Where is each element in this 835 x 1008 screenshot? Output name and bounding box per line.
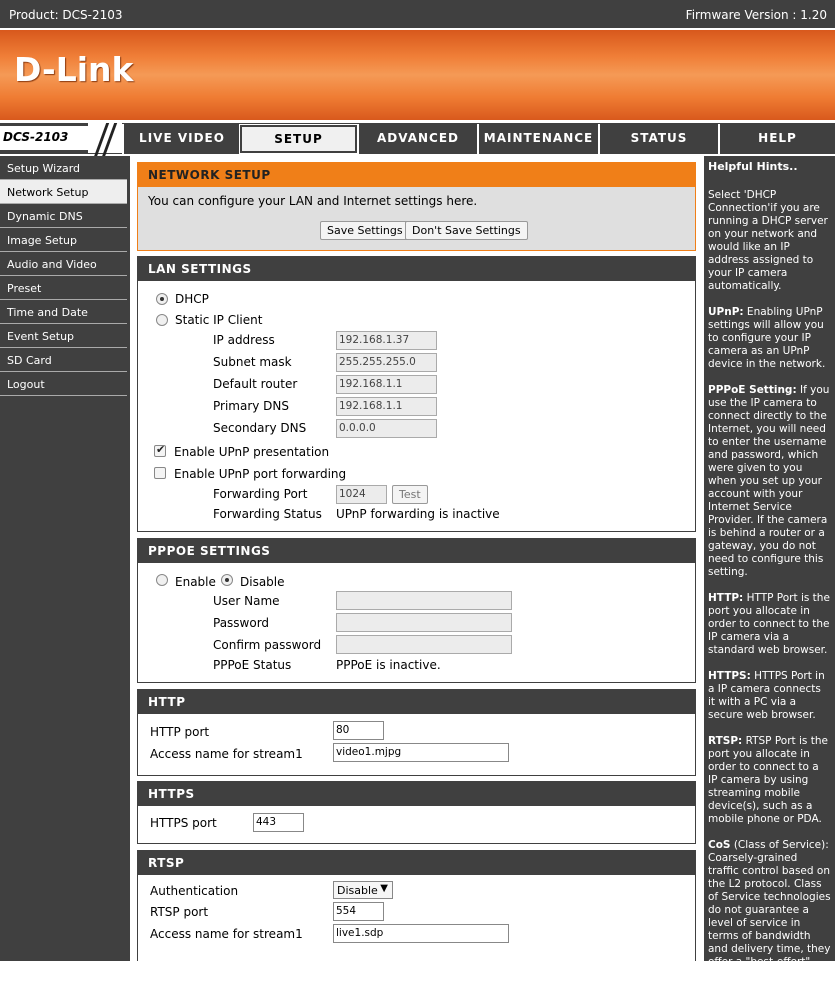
- hint-qos: QoS (Quality of Service):: [708, 982, 791, 1007]
- helpful-hints-panel: [704, 156, 835, 1007]
- model-label: DCS-2103: [0, 126, 90, 150]
- tab-status[interactable]: STATUS: [598, 124, 718, 154]
- pppoe-enable-radio[interactable]: [156, 574, 168, 586]
- sidebar-item-sd-card[interactable]: SD Card: [0, 348, 127, 372]
- rtsp-auth-value: Disable: [337, 884, 378, 897]
- pppoe-status-label: PPPoE Status: [213, 658, 292, 672]
- subnet-mask-label: Subnet mask: [213, 355, 292, 369]
- pppoe-status-value: PPPoE is inactive.: [336, 658, 441, 672]
- rtsp-access-name-label: Access name for stream1: [150, 927, 303, 941]
- http-port-label: HTTP port: [150, 725, 210, 739]
- sidebar-item-setup-wizard[interactable]: Setup Wizard: [0, 156, 127, 180]
- tab-advanced[interactable]: ADVANCED: [357, 124, 477, 154]
- pppoe-settings-title: PPPOE SETTINGS: [138, 539, 695, 563]
- password-label: Password: [213, 616, 270, 630]
- sidebar-item-image-setup[interactable]: Image Setup: [0, 228, 127, 252]
- http-port-field[interactable]: 80: [333, 721, 384, 740]
- hint-upnp: UPnP: Enabling UPnP settings will allow you to configure your IP camera as an UPnP device in the network.: [708, 306, 826, 370]
- sidebar: [0, 156, 130, 961]
- dhcp-radio[interactable]: [156, 293, 168, 305]
- hint-http: HTTP: HTTP Port is the port you allocate in order to connect to the IP camera via a standard web browser.: [708, 592, 830, 656]
- forwarding-port-field[interactable]: 1024: [336, 485, 387, 504]
- ip-address-label: IP address: [213, 333, 275, 347]
- upnp-forwarding-checkbox[interactable]: [154, 467, 166, 479]
- sidebar-item-audio-video[interactable]: Audio and Video: [0, 252, 127, 276]
- sidebar-item-time-date[interactable]: Time and Date: [0, 300, 127, 324]
- forwarding-status-value: UPnP forwarding is inactive: [336, 507, 500, 521]
- network-setup-desc: You can configure your LAN and Internet settings here.: [148, 194, 478, 208]
- default-router-label: Default router: [213, 377, 298, 391]
- https-port-label: HTTPS port: [150, 816, 217, 830]
- rtsp-panel: [137, 850, 696, 961]
- top-bar: [0, 0, 835, 30]
- http-access-name-field[interactable]: video1.mjpg: [333, 743, 509, 762]
- rtsp-auth-label: Authentication: [150, 884, 239, 898]
- network-setup-panel: [137, 162, 696, 251]
- lan-settings-panel: [137, 256, 696, 532]
- https-title: HTTPS: [138, 782, 695, 806]
- confirm-password-label: Confirm password: [213, 638, 322, 652]
- main-nav: [0, 122, 835, 154]
- rtsp-title: RTSP: [138, 851, 695, 875]
- https-panel: [137, 781, 696, 844]
- https-port-field[interactable]: 443: [253, 813, 304, 832]
- primary-dns-label: Primary DNS: [213, 399, 290, 413]
- network-setup-title: NETWORK SETUP: [138, 163, 695, 187]
- upnp-forwarding-label: Enable UPnP port forwarding: [174, 467, 347, 481]
- subnet-mask-field[interactable]: 255.255.255.0: [336, 353, 437, 372]
- hint-dhcp: Select 'DHCP Connection'if you are running a DHCP server on your network and would like an IP address assigned to your IP camera automatically.: [708, 189, 828, 292]
- user-name-label: User Name: [213, 594, 280, 608]
- hint-cos: CoS (Class of Service): Coarsely-grained traffic control based on the L2 protocol. Class of Service technologies do not guarantee a level of service in terms of bandwidth and delivery time, they offer a "best-effort".: [708, 839, 831, 968]
- static-ip-label: Static IP Client: [175, 313, 263, 327]
- hint-pppoe: PPPoE Setting: If you use the IP camera to connect directly to the Internet, you will need to enter the username and password, which were given to you when you set up your account with your Internet Service Provider. If the camera is behind a router or a gateway, you do not need to configure this setting.: [708, 384, 830, 578]
- forwarding-status-label: Forwarding Status: [213, 507, 322, 521]
- http-title: HTTP: [138, 690, 695, 714]
- dhcp-label: DHCP: [175, 292, 209, 306]
- pppoe-disable-radio[interactable]: [221, 574, 233, 586]
- sidebar-item-event-setup[interactable]: Event Setup: [0, 324, 127, 348]
- firmware-label: Firmware Version : 1.20: [685, 8, 827, 22]
- upnp-presentation-checkbox[interactable]: [154, 445, 166, 457]
- hint-https: HTTPS: HTTPS Port in a IP camera connects it with a PC via a secure web browser.: [708, 670, 825, 721]
- chevron-down-icon: ▼: [380, 883, 388, 894]
- rtsp-auth-select[interactable]: [333, 881, 393, 899]
- rtsp-port-field[interactable]: 554: [333, 902, 384, 921]
- ip-address-field[interactable]: 192.168.1.37: [336, 331, 437, 350]
- tab-help[interactable]: HELP: [718, 124, 835, 154]
- hint-rtsp: RTSP: RTSP Port is the port you allocate in order to connect to a IP camera by using streaming mobile device(s), such as a mobile phone or PDA.: [708, 735, 828, 825]
- pppoe-disable-label: Disable: [240, 575, 285, 589]
- rtsp-access-name-field[interactable]: live1.sdp: [333, 924, 509, 943]
- pppoe-enable-label: Enable: [175, 575, 216, 589]
- sidebar-item-dynamic-dns[interactable]: Dynamic DNS: [0, 204, 127, 228]
- brand-banner: [0, 30, 835, 120]
- password-field[interactable]: [336, 613, 512, 632]
- secondary-dns-field[interactable]: 0.0.0.0: [336, 419, 437, 438]
- default-router-field[interactable]: 192.168.1.1: [336, 375, 437, 394]
- tab-maintenance[interactable]: MAINTENANCE: [477, 124, 598, 154]
- secondary-dns-label: Secondary DNS: [213, 421, 307, 435]
- pppoe-settings-panel: [137, 538, 696, 683]
- product-label: Product: DCS-2103: [9, 8, 123, 22]
- static-ip-radio[interactable]: [156, 314, 168, 326]
- tab-setup[interactable]: SETUP: [240, 125, 357, 153]
- slash-decoration: [88, 123, 122, 153]
- test-button[interactable]: Test: [392, 485, 428, 504]
- http-access-name-label: Access name for stream1: [150, 747, 303, 761]
- save-settings-button[interactable]: Save Settings: [320, 221, 410, 240]
- confirm-password-field[interactable]: [336, 635, 512, 654]
- main-content: [130, 156, 704, 961]
- primary-dns-field[interactable]: 192.168.1.1: [336, 397, 437, 416]
- rtsp-port-label: RTSP port: [150, 905, 209, 919]
- http-panel: [137, 689, 696, 776]
- dont-save-settings-button[interactable]: Don't Save Settings: [405, 221, 528, 240]
- forwarding-port-label: Forwarding Port: [213, 487, 308, 501]
- tab-live-video[interactable]: LIVE VIDEO: [122, 124, 240, 154]
- upnp-presentation-label: Enable UPnP presentation: [174, 445, 330, 459]
- hints-title: Helpful Hints..: [708, 160, 798, 173]
- lan-settings-title: LAN SETTINGS: [138, 257, 695, 281]
- sidebar-item-logout[interactable]: Logout: [0, 372, 127, 396]
- user-name-field[interactable]: [336, 591, 512, 610]
- sidebar-item-network-setup[interactable]: Network Setup: [0, 180, 127, 204]
- sidebar-item-preset[interactable]: Preset: [0, 276, 127, 300]
- dlink-logo: D-Link: [14, 50, 134, 89]
